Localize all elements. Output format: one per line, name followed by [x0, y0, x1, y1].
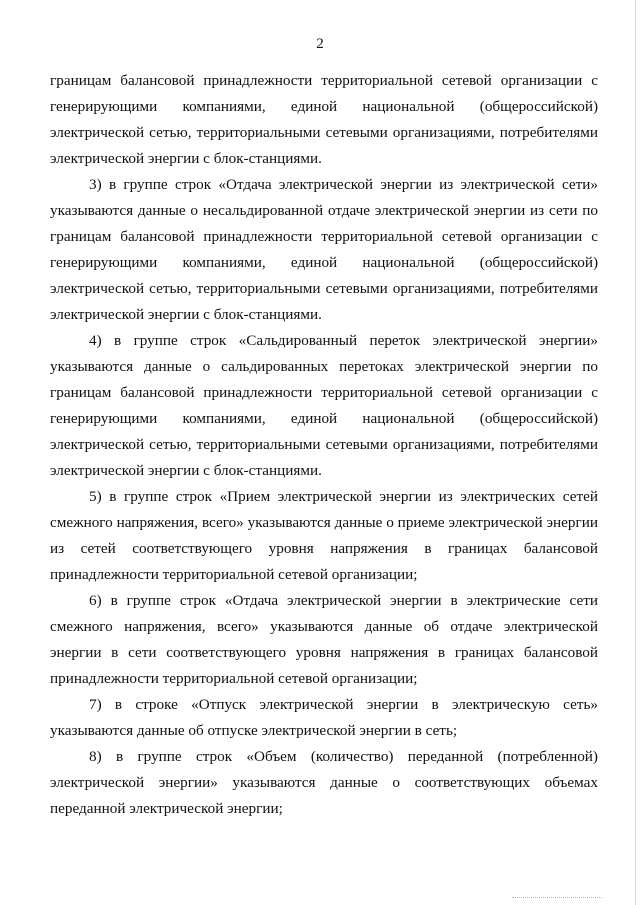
document-body: [50, 68, 598, 822]
paragraph-continuation: границам балансовой принадлежности территориальной сетевой организации с генерирующими компаниями, единой национальной (общероссийской) электрической сетью, территориальными сетевыми организациями, потребителями электрической энергии с блок-станциями.: [50, 72, 598, 167]
paragraph-item-6: 6) в группе строк «Отдача электрической энергии в электрические сети смежного напряжения, всего» указываются данные об отдаче электрической энергии в сети соответствующего уровня напряжения в границах балансовой принадлежности территориальной сетевой организации;: [50, 592, 598, 687]
paragraph-item-5: 5) в группе строк «Прием электрической энергии из электрических сетей смежного напряжения, всего» указываются данные о приеме электрической энергии из сетей соответствующего уровня напряжения в границах балансовой принадлежности территориальной сетевой организации;: [50, 488, 598, 583]
scan-edge-line: [635, 0, 636, 905]
page-number: 2: [316, 36, 324, 52]
scan-edge-dots: [512, 897, 602, 899]
paragraph-item-3: 3) в группе строк «Отдача электрической энергии из электрической сети» указываются данные о несальдированной отдаче электрической энергии из сети по границам балансовой принадлежности территориальной сетевой организации с генерирующими компаниями, единой национальной (общероссийской) электрической сетью, территориальными сетевыми организациями, потребителями электрической энергии с блок-станциями.: [50, 176, 598, 323]
paragraph-item-4: 4) в группе строк «Сальдированный переток электрической энергии» указываются данные о сальдированных перетоках электрической энергии по границам балансовой принадлежности территориальной сетевой организации с генерирующими компаниями, единой национальной (общероссийской) электрической сетью, территориальными сетевыми организациями, потребителями электрической энергии с блок-станциями.: [50, 332, 598, 479]
paragraph-item-7: 7) в строке «Отпуск электрической энергии в электрическую сеть» указываются данные об отпуске электрической энергии в сеть;: [50, 696, 598, 739]
paragraph-item-8: 8) в группе строк «Объем (количество) переданной (потребленной) электрической энергии» указываются данные о соответствующих объемах переданной электрической энергии;: [50, 748, 598, 817]
